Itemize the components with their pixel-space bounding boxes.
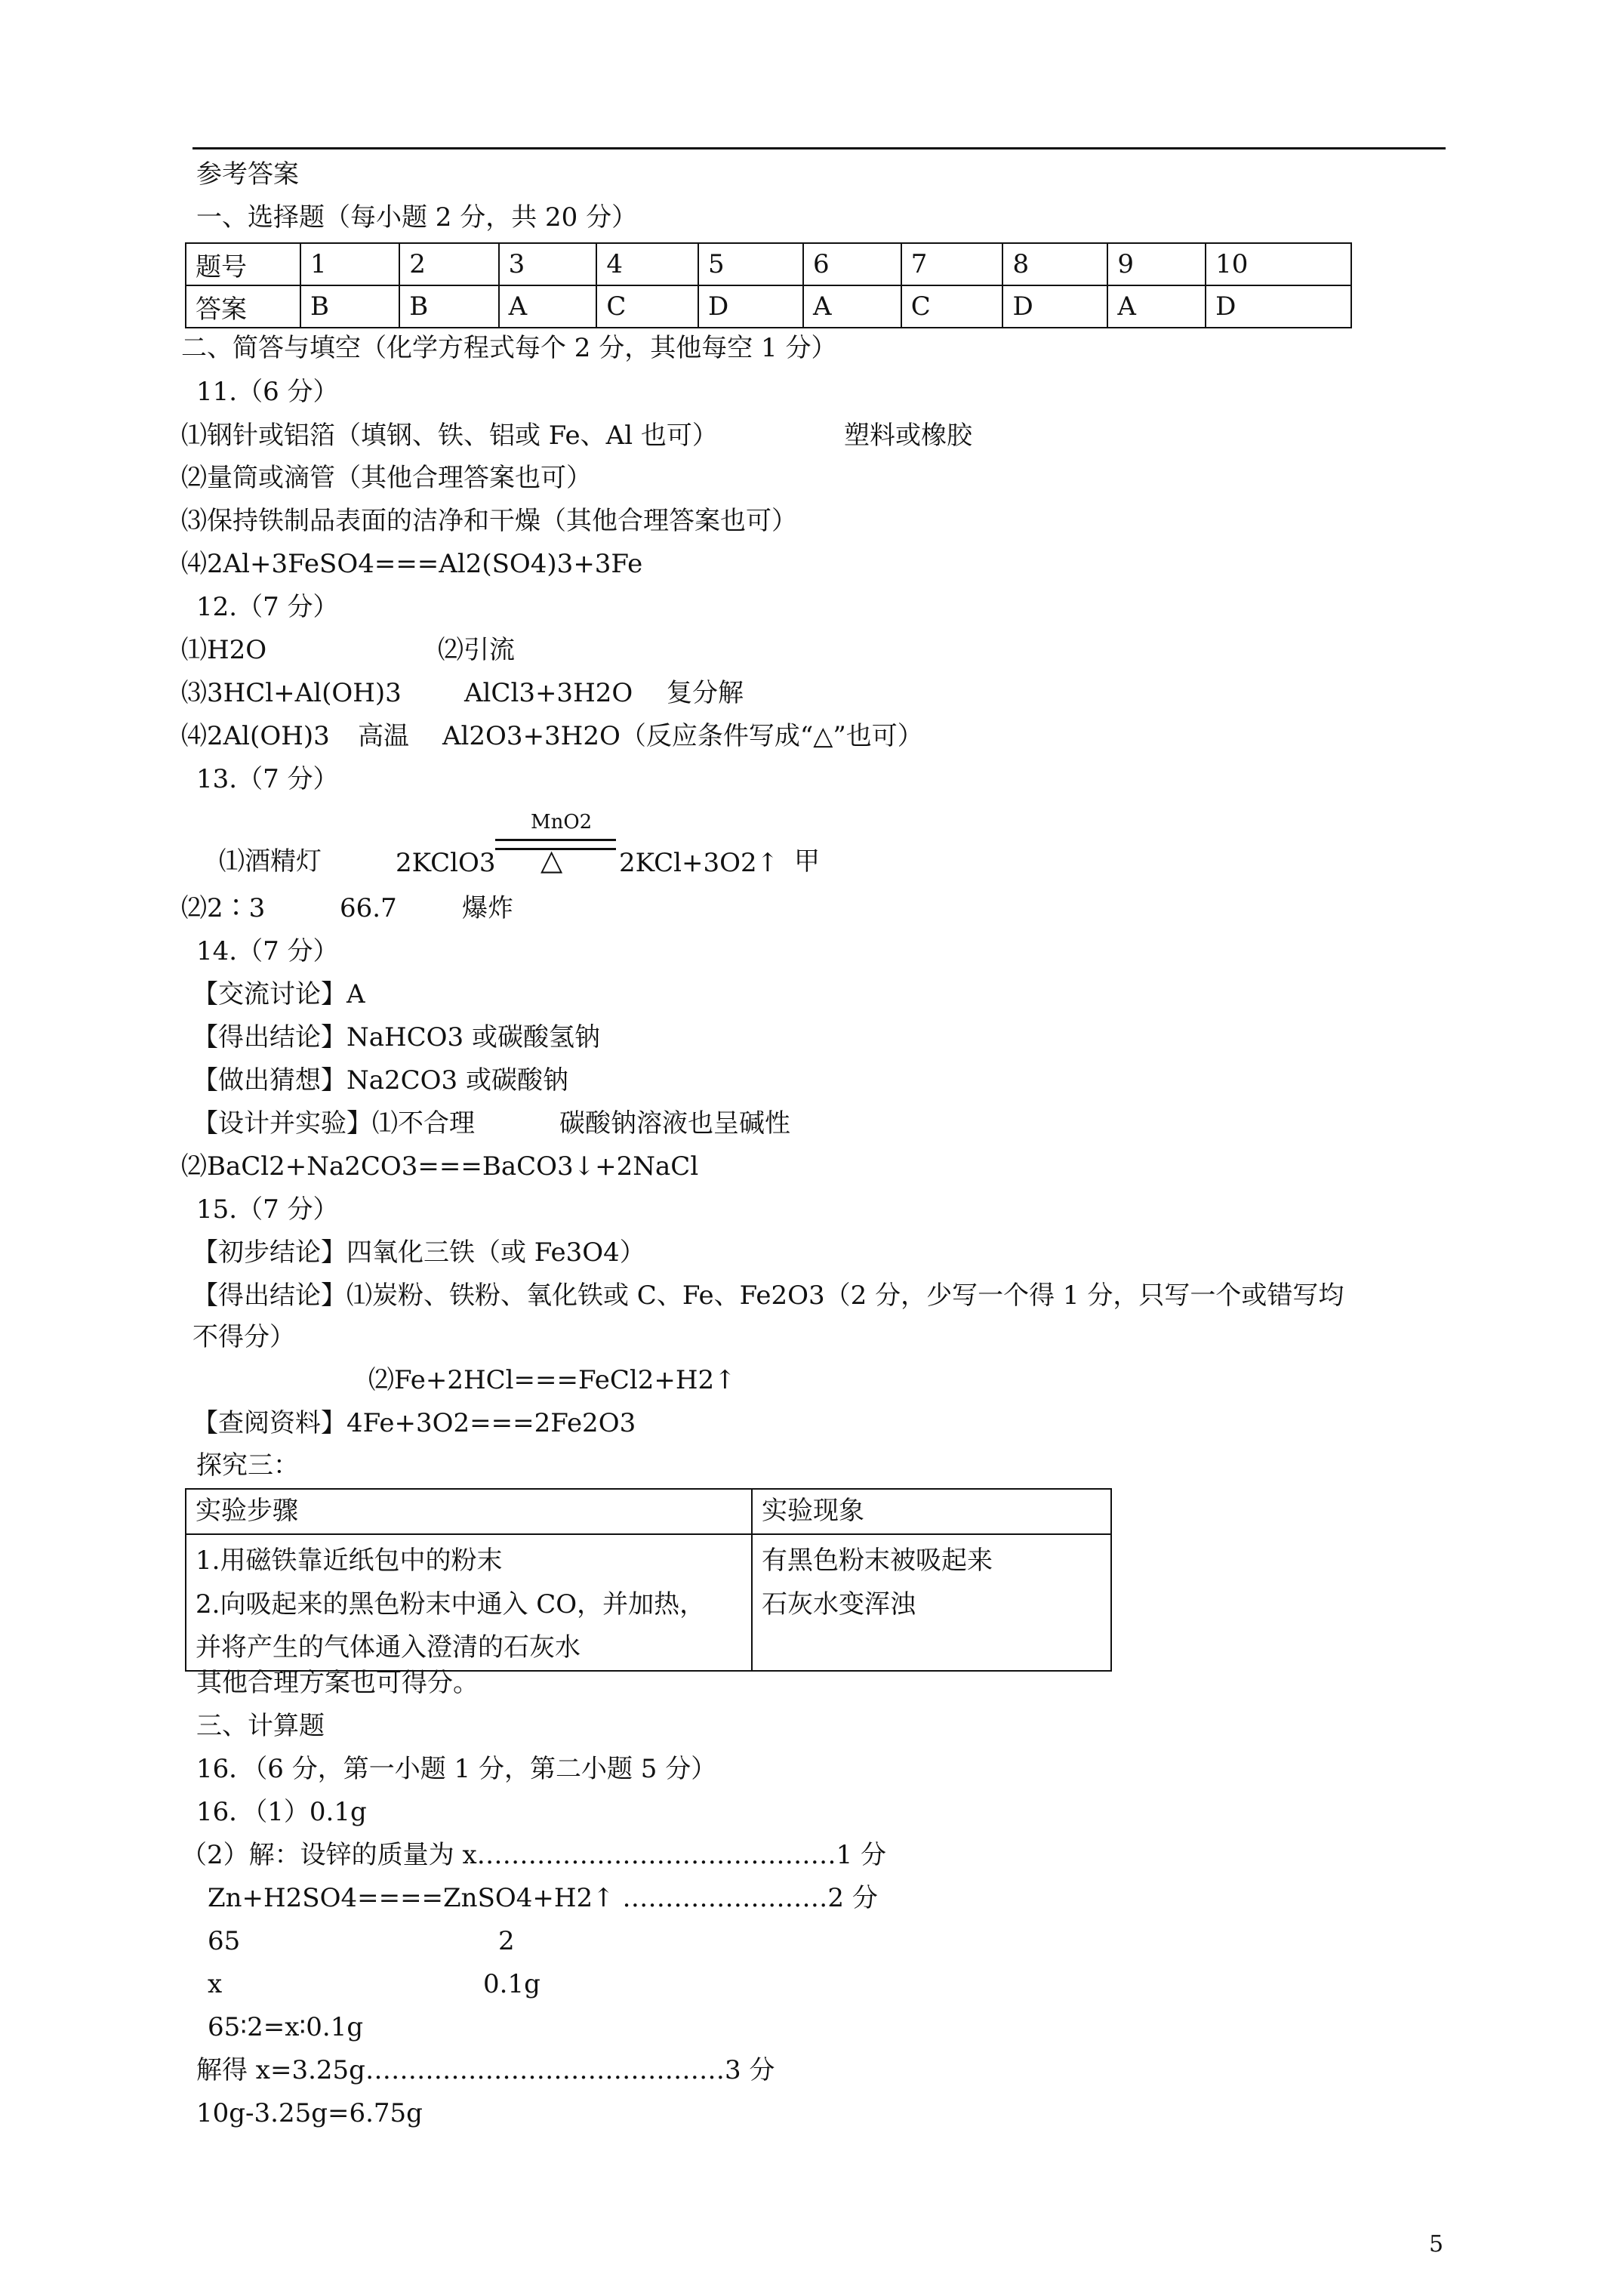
q13-answer-1d: 甲 (794, 846, 820, 877)
q14-line5: ⑵BaCl2+Na2CO3===BaCO3↓+2NaCl (181, 1151, 699, 1182)
q13-reactant: 2KClO3 (396, 848, 496, 878)
question-number: 9 (1107, 243, 1206, 285)
question-number: 6 (803, 243, 901, 285)
question-number: 5 (698, 243, 803, 285)
heat-symbol: △ (540, 843, 563, 877)
q15-note: 其他合理方案也可得分。 (196, 1668, 479, 1698)
table-row (186, 1489, 1111, 1534)
answer-cell: B (300, 285, 399, 328)
q11-answer-1b: 塑料或橡胶 (844, 421, 972, 451)
q16-line1: 16．（1）0.1g (196, 1797, 367, 1827)
section2-heading: 二、简答与填空（化学方程式每个 2 分，其他每空 1 分） (181, 333, 837, 363)
q12-answer-1b: ⑵引流 (438, 635, 515, 665)
q12-answer-3c: Al2O3+3H2O（反应条件写成“△”也可） (442, 721, 923, 751)
answer-cell: C (596, 285, 698, 328)
header-phenomena: 实验现象 (752, 1489, 1111, 1534)
q16-title: 16．（6 分，第一小题 1 分，第二小题 5 分） (196, 1754, 717, 1784)
row-label-number: 题号 (186, 243, 300, 285)
q16-molar-mass-zn: 65 (208, 1926, 241, 1956)
q14-line1: 【交流讨论】A (192, 979, 365, 1009)
q11-answer-1a: ⑴钢针或铝箔（填钢、铁、铝或 Fe、Al 也可） (181, 421, 718, 451)
q12-title: 12.（7 分） (196, 592, 339, 622)
answer-cell: B (399, 285, 498, 328)
answers-table (185, 242, 1352, 328)
q15-line2: 【得出结论】⑴炭粉、铁粉、氧化铁或 C、Fe、Fe2O3（2 分，少写一个得 1 分，只写一个或错写均 (192, 1281, 1344, 1311)
q16-ratio: 65∶2=x∶0.1g (208, 2012, 364, 2042)
q13-answer-2c: 爆炸 (462, 893, 513, 923)
q14-line4b: 碳酸钠溶液也呈碱性 (559, 1108, 790, 1139)
q11-line3: ⑶保持铁制品表面的洁净和干燥（其他合理答案也可） (181, 506, 797, 536)
question-number: 4 (596, 243, 698, 285)
question-number: 10 (1206, 243, 1351, 285)
answer-cell: C (901, 285, 1003, 328)
q13-answer-2a: ⑵2∶3 (181, 893, 266, 923)
answer-cell: A (803, 285, 901, 328)
header-steps: 实验步骤 (186, 1489, 752, 1534)
q16-molar-mass-h2: 2 (498, 1926, 515, 1956)
table-row (186, 285, 1351, 328)
q12-answer-2b: AlCl3+3H2O (464, 678, 633, 708)
row-label-answer: 答案 (186, 285, 300, 328)
question-number: 2 (399, 243, 498, 285)
answer-cell: A (1107, 285, 1206, 328)
q11-line4: ⑷2Al+3FeSO4===Al2(SO4)3+3Fe (181, 549, 643, 579)
q11-title: 11.（6 分） (196, 377, 339, 407)
phenomenon-line: 有黑色粉末被吸起来 (762, 1545, 993, 1576)
q11-line2: ⑵量筒或滴管（其他合理答案也可） (181, 463, 592, 493)
question-number: 7 (901, 243, 1003, 285)
phenomenon-line: 石灰水变浑浊 (762, 1589, 916, 1620)
q13-answer-2b: 66.7 (340, 893, 397, 923)
q13-answer-1a: ⑴酒精灯 (219, 846, 322, 877)
table-row (186, 1534, 1111, 1671)
q15-title: 15.（7 分） (196, 1194, 339, 1225)
q14-line3: 【做出猜想】Na2CO3 或碳酸钠 (192, 1065, 568, 1096)
q16-unknown: x (208, 1969, 223, 1999)
q12-answer-1a: ⑴H2O (181, 635, 267, 665)
phenomena-cell (752, 1534, 1111, 1671)
page-title: 参考答案 (196, 159, 299, 190)
q16-known-mass: 0.1g (483, 1969, 540, 1999)
page-number: 5 (1429, 2231, 1444, 2257)
q12-answer-2a: ⑶3HCl+Al(OH)3 (181, 678, 402, 708)
step-line: 2.向吸起来的黑色粉末中通入 CO，并加热， (196, 1589, 706, 1620)
answer-cell: D (698, 285, 803, 328)
table-row (186, 243, 1351, 285)
catalyst-label: MnO2 (531, 811, 593, 834)
q15-line4: ⑵Fe+2HCl===FeCl2+H2↑ (368, 1365, 736, 1395)
q11-line1 (181, 421, 718, 451)
step-line: 1.用磁铁靠近纸包中的粉末 (196, 1545, 503, 1576)
q13-title: 13.（7 分） (196, 764, 339, 794)
q12-answer-2c: 复分解 (667, 678, 744, 708)
q16-solution: 解得 x=3.25g……………………………………3 分 (196, 2055, 775, 2085)
step-line: 并将产生的气体通入澄清的石灰水 (196, 1632, 581, 1663)
q15-line3: 不得分） (192, 1322, 295, 1352)
q14-title: 14.（7 分） (196, 936, 339, 966)
q13-product: 2KCl+3O2↑ (619, 848, 779, 878)
section1-heading: 一、选择题（每小题 2 分，共 20 分） (196, 202, 638, 233)
q15-line1: 【初步结论】四氧化三铁（或 Fe3O4） (192, 1237, 645, 1268)
answer-cell: D (1002, 285, 1107, 328)
answer-cell: D (1206, 285, 1351, 328)
q12-answer-3a: ⑷2Al(OH)3 (181, 721, 330, 751)
question-number: 8 (1002, 243, 1107, 285)
q15-line5: 【查阅资料】4Fe+3O2===2Fe2O3 (192, 1408, 636, 1438)
steps-cell (186, 1534, 752, 1671)
q16-equation: Zn+H2SO4====ZnSO4+H2↑ ……………………2 分 (208, 1883, 878, 1913)
question-number: 1 (300, 243, 399, 285)
experiment-table (185, 1488, 1112, 1672)
q15-line6: 探究三： (196, 1450, 299, 1481)
q16-line2: （2）解：设锌的质量为 x……………………………………1 分 (181, 1840, 887, 1870)
q12-answer-3b: 高温 (358, 721, 409, 751)
header-rule (192, 147, 1446, 149)
section3-heading: 三、计算题 (196, 1711, 325, 1741)
q14-line4a: 【设计并实验】⑴不合理 (192, 1108, 475, 1139)
question-number: 3 (499, 243, 597, 285)
q14-line2: 【得出结论】NaHCO3 或碳酸氢钠 (192, 1022, 600, 1052)
q16-result: 10g-3.25g=6.75g (196, 2098, 423, 2128)
answer-cell: A (499, 285, 597, 328)
